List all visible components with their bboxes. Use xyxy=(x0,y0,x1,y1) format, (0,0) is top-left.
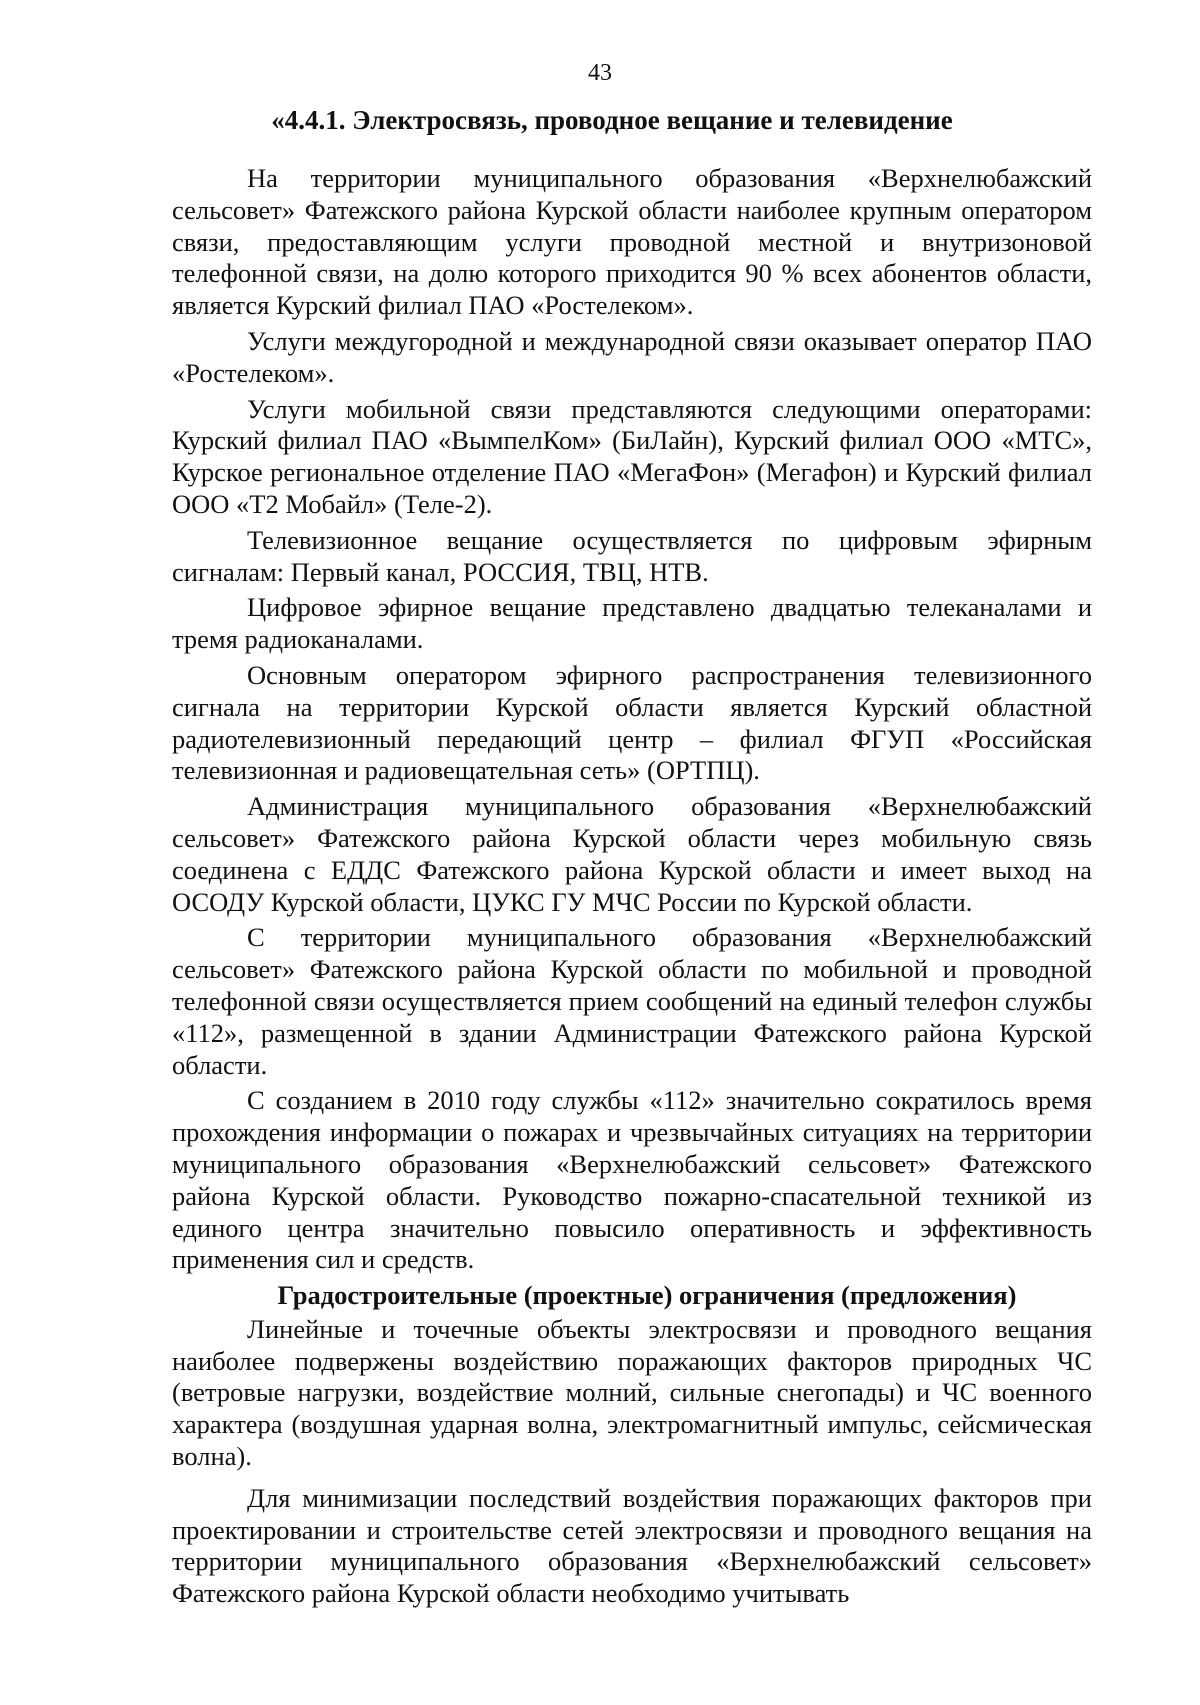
page-number: 43 xyxy=(588,60,612,86)
paragraph: Услуги междугородной и международной связи оказывает оператор ПАО «Ростелеком». xyxy=(172,325,1092,388)
document-body xyxy=(172,163,1092,1614)
paragraph: Основным оператором эфирного распространения телевизионного сигнала на территории Курской области является Курский областной радиотелевизионный передающий центр – филиал ФГУП «Российская телевизионная и радиовещательная сеть» (ОРТПЦ). xyxy=(172,659,1092,786)
paragraph: Телевизионное вещание осуществляется по цифровым эфирным сигналам: Первый канал, РОССИЯ, ТВЦ, НТВ. xyxy=(172,524,1092,587)
paragraph: Услуги мобильной связи представляются следующими операторами: Курский филиал ПАО «ВымпелКом» (БиЛайн), Курский филиал ООО «МТС», Курское региональное отделение ПАО «МегаФон» (Мегафон) и Курский филиал ООО «Т2 Мобайл» (Теле-2). xyxy=(172,393,1092,519)
paragraph: Цифровое эфирное вещание представлено двадцатью телеканалами и тремя радиоканалами. xyxy=(172,592,1092,655)
paragraph: Линейные и точечные объекты электросвязи и проводного вещания наиболее подвержены воздействию поражающих факторов природных ЧС (ветровые нагрузки, воздействие молний, сильные снегопады) и ЧС военного характера (воздушная ударная волна, электромагнитный импульс, сейсмическая волна). xyxy=(172,1313,1092,1472)
restrictions-subheading: Градостроительные (проектные) ограничения (предложения) xyxy=(277,1280,1017,1311)
paragraph: С созданием в 2010 году службы «112» значительно сократилось время прохождения информации о пожарах и чрезвычайных ситуациях на территории муниципального образования «Верхнелюбажский сельсовет» Фатежского района Курской области. Руководство пожарно-спасательной техникой из единого центра значительно повысило оперативность и эффективность применения сил и средств. xyxy=(172,1085,1092,1275)
paragraph: Для минимизации последствий воздействия поражающих факторов при проектировании и строительстве сетей электросвязи и проводного вещания на территории муниципального образования «Верхнелюбажский сельсовет» Фатежского района Курской области необходимо учитывать xyxy=(172,1482,1092,1609)
paragraph: С территории муниципального образования «Верхнелюбажский сельсовет» Фатежского района Курской области по мобильной и проводной телефонной связи осуществляется прием сообщений на единый телефон службы «112», размещенной в здании Администрации Фатежского района Курской области. xyxy=(172,922,1092,1080)
paragraph: На территории муниципального образования «Верхнелюбажский сельсовет» Фатежского района Курской области наиболее крупным оператором связи, предоставляющим услуги проводной местной и внутризоновой телефонной связи, на долю которого приходится 90 % всех абонентов области, является Курский филиал ПАО «Ростелеком». xyxy=(172,163,1092,321)
paragraph: Администрация муниципального образования «Верхнелюбажский сельсовет» Фатежского района Курской области через мобильную связь соединена с ЕДДС Фатежского района Курской области и имеет выход на ОСОДУ Курской области, ЦУКС ГУ МЧС России по Курской области. xyxy=(172,791,1092,917)
section-heading: «4.4.1. Электросвязь, проводное вещание и телевидение xyxy=(271,105,953,135)
